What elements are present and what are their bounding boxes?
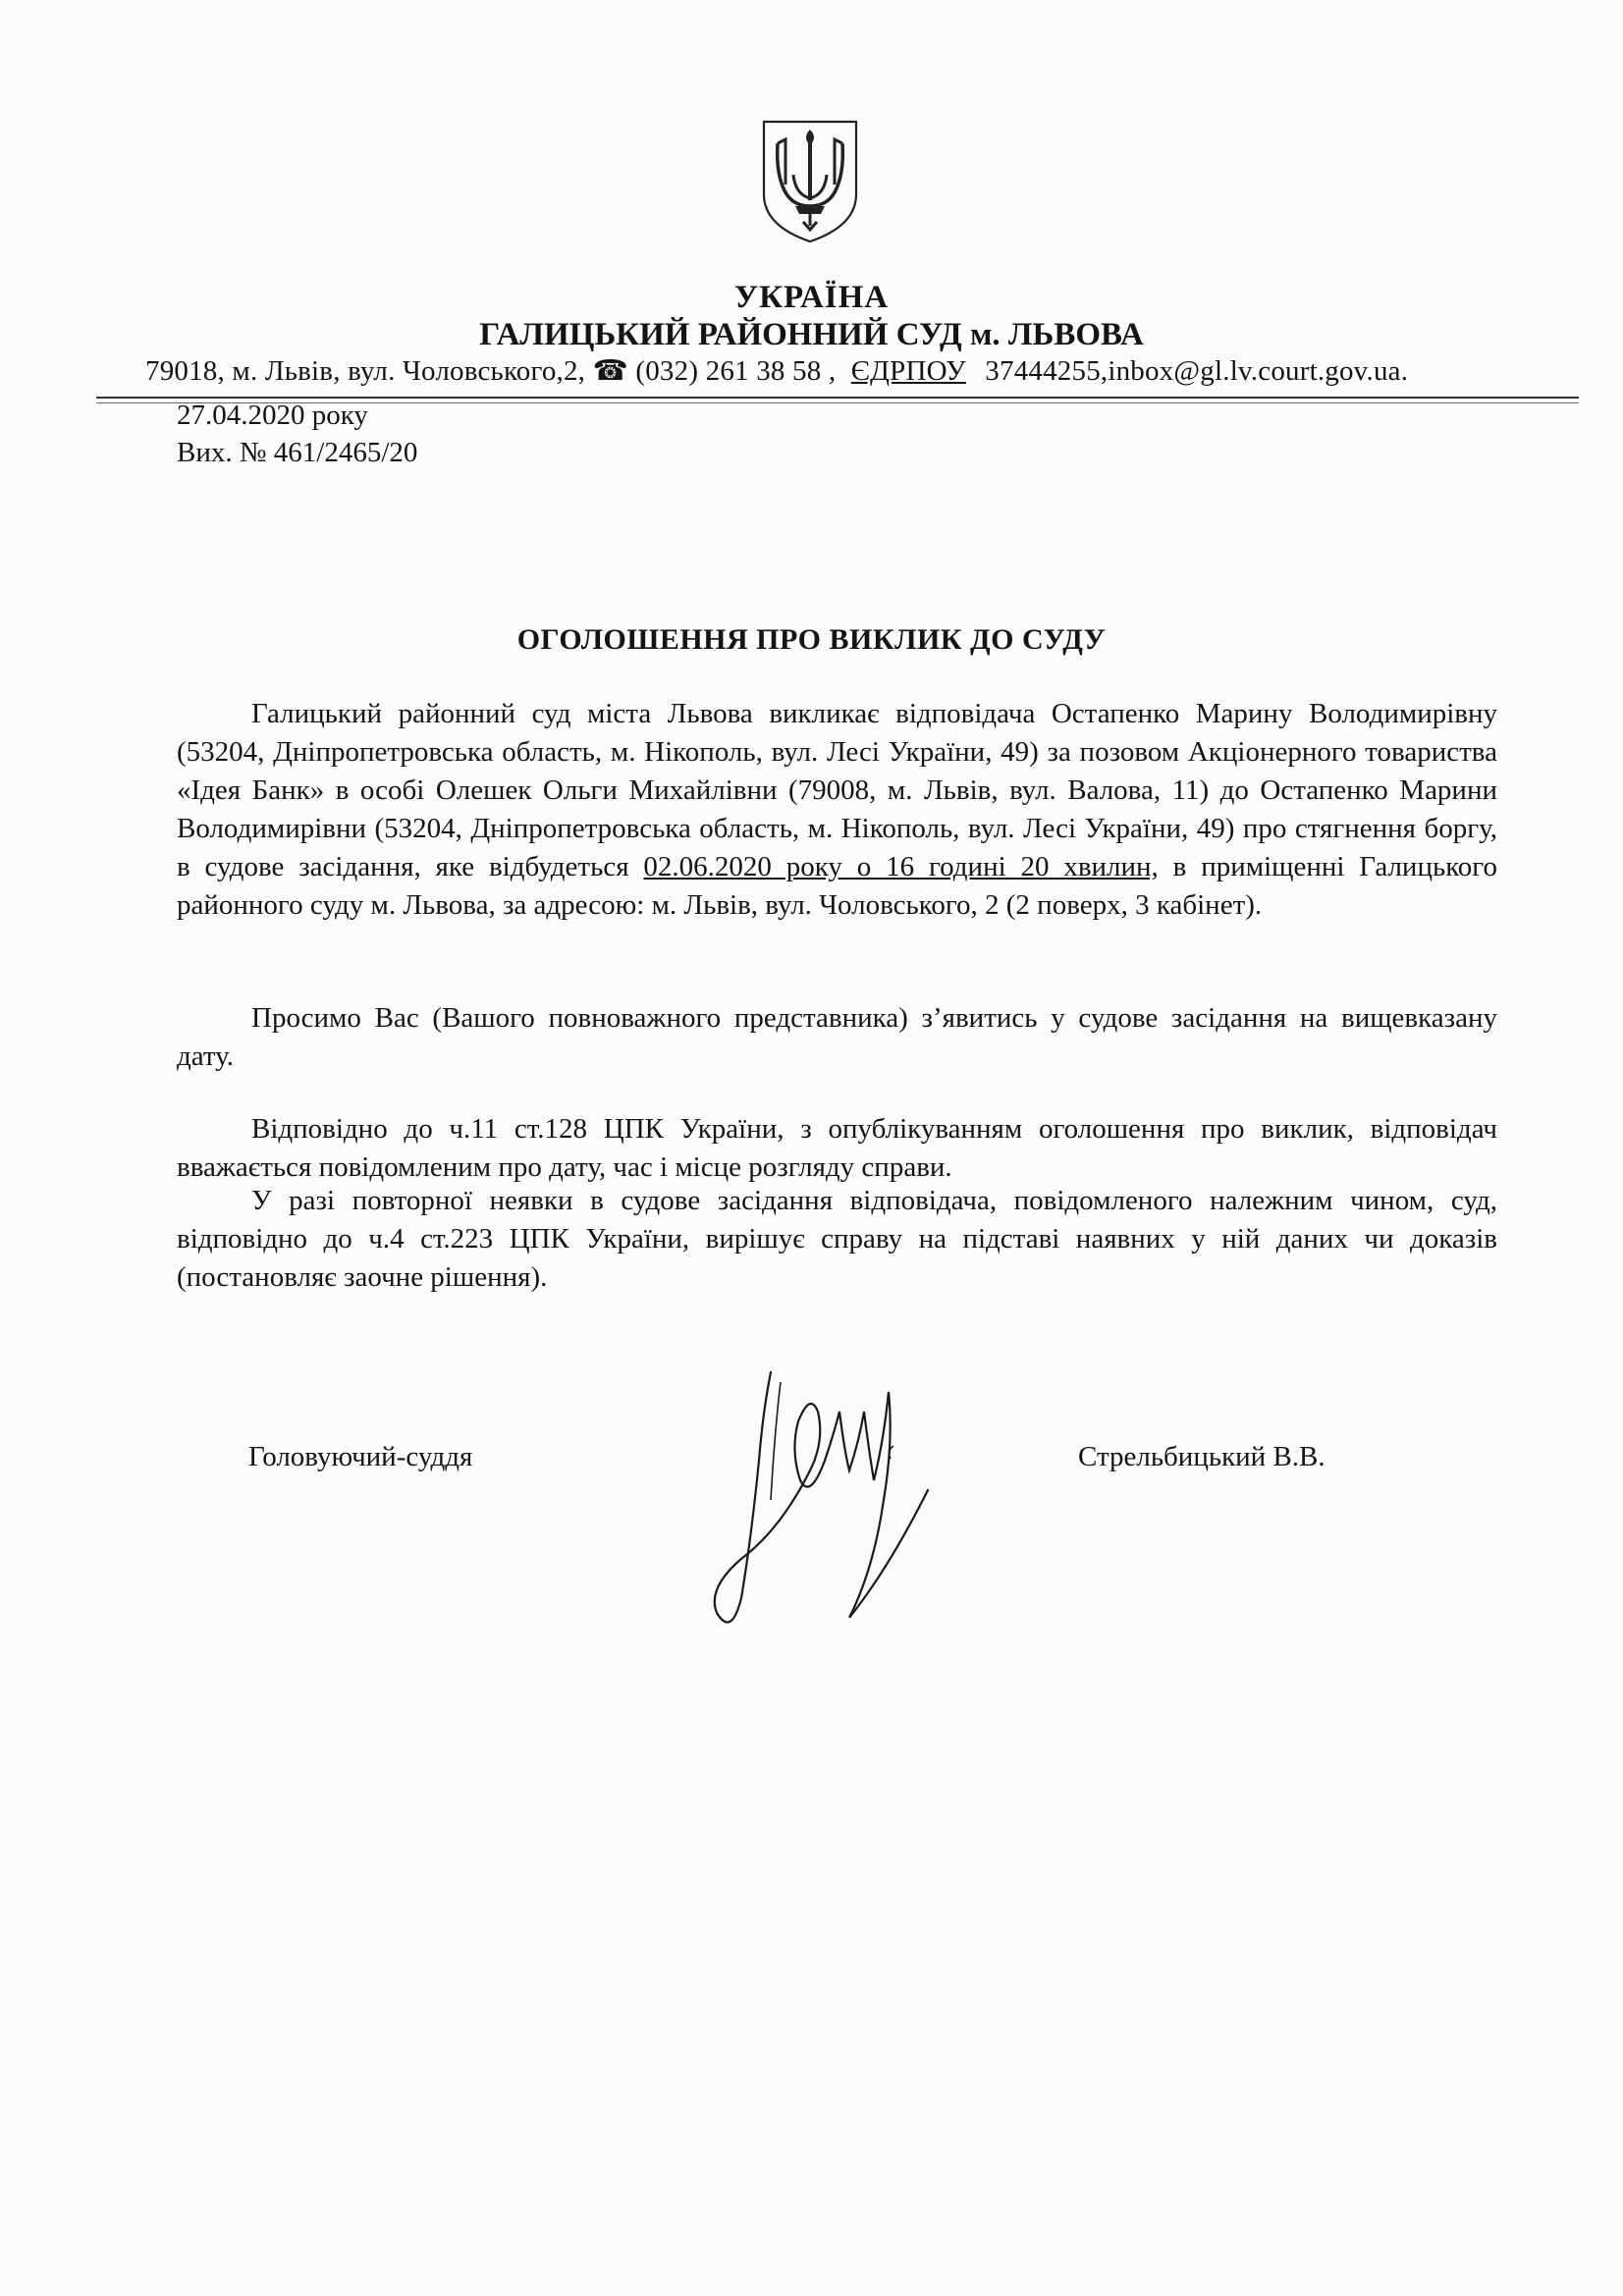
document-title: ОГОЛОШЕННЯ ПРО ВИКЛИК ДО СУДУ [516,623,1107,656]
hearing-datetime: 02.06.2020 року о 16 годині 20 хвилин, [643,851,1159,882]
phone-text: (032) 261 38 58 , [635,355,837,387]
handwritten-signature [702,1353,957,1647]
telephone-icon: ☎ [592,355,628,387]
outgoing-number: Вих. № 461/2465/20 [177,437,418,468]
summons-text-end: в приміщенні Галицького районного суду м. Львова, за адресою: м. Львів, вул. Чоловського, 2 (2 поверх, 3 кабінет). [177,851,1497,921]
edrpou-email-text: 37444255,inbox@gl.lv.court.gov.ua. [985,355,1409,387]
document-date: 27.04.2020 року [177,400,368,431]
signatory-name: Стрельбицький В.В. [1078,1441,1325,1472]
default-judgment-paragraph [177,1182,1497,1297]
country-heading: УКРАЇНА [733,280,890,315]
request-paragraph [177,999,1497,1076]
ukraine-trident-emblem-icon [756,116,864,245]
summons-text-start: Галицький районний суд міста Львова викликає відповідача Остапенко Марину Володимирівну (53204, Дніпропетровська область, м. Нікополь, вул. Лесі України, 49) за позовом Акціонерного товариства «Ідея Банк» в особі Олешек Ольги Михайлівни (79008, м. Львів, вул. Валова, 11) до Остапенко Марини Володимирівни (53204, Дніпропетровська область, м. Нікополь, вул. Лесі України, 49) про стягнення боргу, в судове засідання, яке відбудеться [177,698,1497,882]
address-text: 79018, м. Львів, вул. Чоловського,2, [145,355,586,387]
notification-paragraph [177,1110,1497,1187]
court-address-line [145,353,1408,388]
request-text: Просимо Вас (Вашого повноважного представника) з’явитись у судове засідання на вищевказану дату. [177,1002,1497,1072]
summons-paragraph [177,695,1497,925]
default-judgment-text: У разі повторної неявки в судове засідання відповідача, повідомленого належним чином, суд, відповідно до ч.4 ст.223 ЦПК України, вирішує справу на підставі наявних у ній даних чи доказів (постановляє заочне рішення). [177,1185,1497,1293]
court-heading: ГАЛИЦЬКИЙ РАЙОННИЙ СУД м. ЛЬВОВА [479,317,1144,352]
edrpou-label: ЄДРПОУ [850,355,966,387]
notification-text: Відповідно до ч.11 ст.128 ЦПК України, з опублікуванням оголошення про виклик, відповідач вважається повідомленим про дату, час і місце розгляду справи. [177,1113,1497,1183]
header-divider [96,397,1579,399]
signatory-role: Головуючий-суддя [248,1441,473,1472]
